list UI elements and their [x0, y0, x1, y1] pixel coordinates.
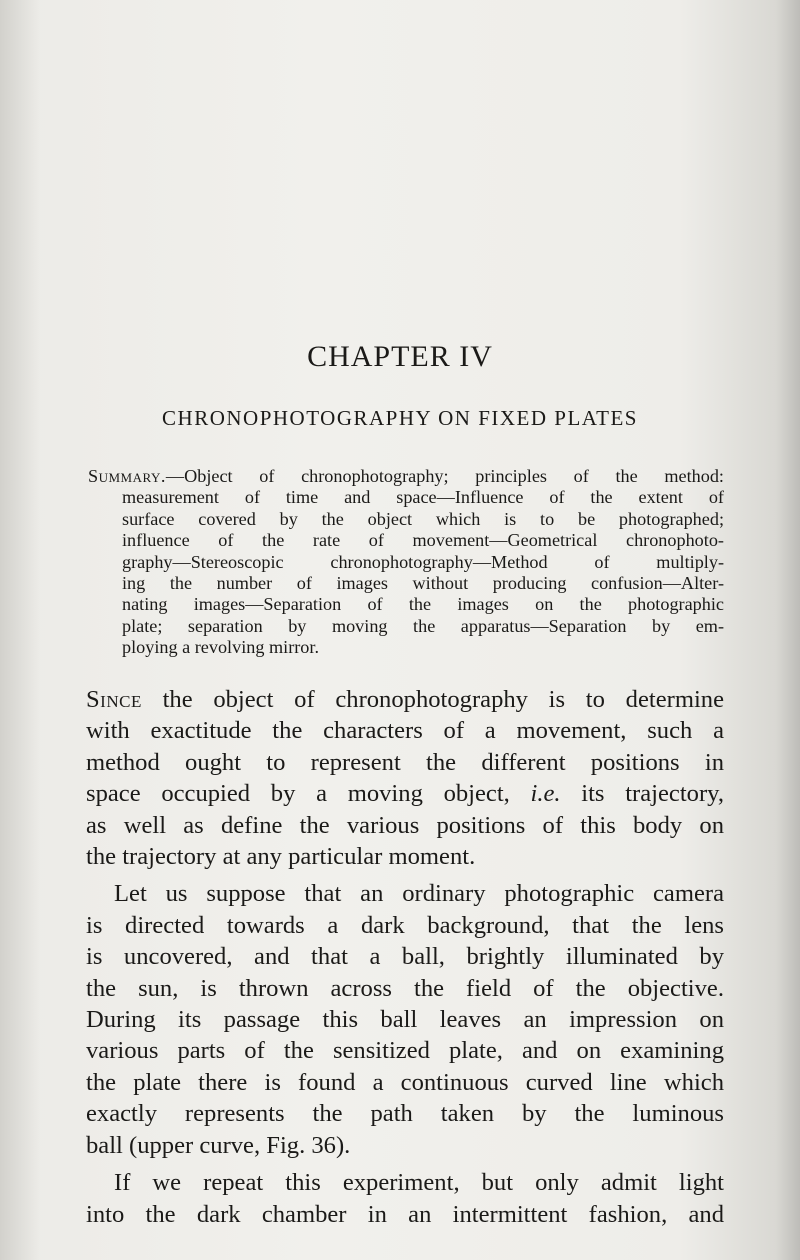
summary-line: ploying a revolving mirror. — [122, 637, 319, 658]
summary-line: measurement of time and space—Influence of the extent of — [122, 487, 724, 508]
body-text — [86, 684, 724, 1230]
summary-line: nating images—Separation of the images on the photographic — [122, 594, 724, 615]
paragraph-2-line: During its passage this ball leaves an impression on — [86, 1006, 724, 1034]
paragraph-3-line: into the dark chamber in an intermittent fashion, and — [86, 1200, 724, 1228]
paragraph-1-line: as well as define the various positions of this body on — [86, 811, 724, 839]
chapter-summary — [88, 466, 724, 659]
summary-lead: Summary. — [88, 466, 166, 486]
page-gutter-shadow — [0, 0, 40, 1260]
chapter-title: CHAPTER IV — [307, 340, 493, 373]
paragraph-1-line: with exactitude the characters of a movement, such a — [86, 717, 724, 745]
chapter-subtitle: CHRONOPHOTOGRAPHY ON FIXED PLATES — [162, 406, 638, 430]
paragraph-2-line: is uncovered, and that a ball, brightly illuminated by — [86, 943, 724, 971]
paragraph-2-line: the sun, is thrown across the field of the objective. — [86, 974, 724, 1002]
summary-line: ing the number of images without producing confusion—Alter- — [122, 573, 724, 594]
paragraph-2-line: exactly represents the path taken by the luminous — [86, 1100, 724, 1128]
summary-line: Summary.—Object of chronophotography; principles of the method: — [88, 466, 724, 486]
paragraph-2-line: various parts of the sensitized plate, and on examining — [86, 1037, 724, 1065]
paragraph-lead: Since — [86, 686, 142, 713]
summary-line: influence of the rate of movement—Geometrical chronophoto- — [122, 530, 724, 551]
summary-line: surface covered by the object which is to be photographed; — [122, 508, 724, 529]
paragraph-1-line: Since the object of chronophotography is to determine — [86, 686, 724, 713]
paragraph-1-line: method ought to represent the different positions in — [86, 748, 724, 776]
paragraph-2-line: Let us suppose that an ordinary photographic camera — [114, 880, 724, 908]
paragraph-1-line: space occupied by a moving object, i.e. its trajectory, — [86, 780, 724, 808]
italic-abbreviation: i.e. — [530, 780, 561, 808]
paragraph-2-line: the plate there is found a continuous curved line which — [86, 1068, 724, 1096]
paragraph-2-line: is directed towards a dark background, that the lens — [86, 911, 724, 939]
paragraph-1-line: the trajectory at any particular moment. — [86, 843, 476, 871]
paragraph-2-line: ball (upper curve, Fig. 36). — [86, 1131, 351, 1159]
summary-line: plate; separation by moving the apparatus—Separation by em- — [122, 615, 724, 636]
paragraph-3-line: If we repeat this experiment, but only admit light — [114, 1169, 724, 1197]
summary-line: graphy—Stereoscopic chronophotography—Method of multiply- — [122, 551, 724, 572]
